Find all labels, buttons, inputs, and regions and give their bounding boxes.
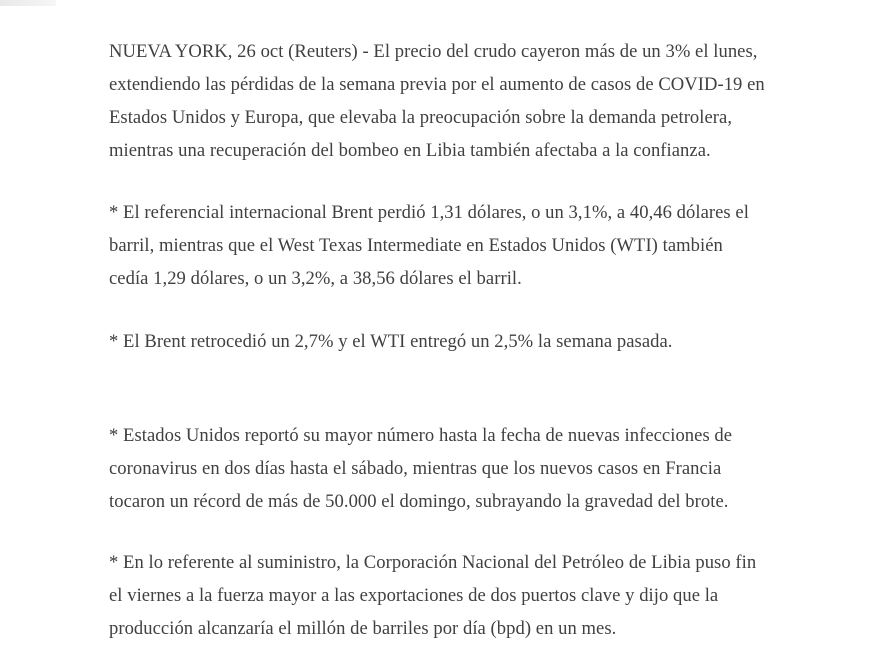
article-paragraph-brent-wti	[109, 196, 749, 295]
paragraph-line: el viernes a la fuerza mayor a las exportaciones de dos puertos clave y dijo que la	[109, 585, 719, 606]
article-paragraph-supply	[109, 546, 756, 645]
paragraph-line: * En lo referente al suministro, la Corporación Nacional del Petróleo de Libia puso fin	[109, 552, 757, 573]
paragraph-line: cedía 1,29 dólares, o un 3,2%, a 38,56 dólares el barril.	[109, 268, 522, 289]
paragraph-line: * Estados Unidos reportó su mayor número hasta la fecha de nuevas infecciones de	[109, 425, 733, 446]
paragraph-line: NUEVA YORK, 26 oct (Reuters) - El precio del crudo cayeron más de un 3% el lunes,	[109, 41, 758, 62]
paragraph-line: barril, mientras que el West Texas Intermediate en Estados Unidos (WTI) también	[109, 235, 723, 256]
paragraph-line: extendiendo las pérdidas de la semana previa por el aumento de casos de COVID-19 en	[109, 74, 765, 95]
article-paragraph-weekly	[109, 325, 672, 358]
article-paragraph-infections	[109, 419, 732, 518]
paragraph-line: coronavirus en dos días hasta el sábado, mientras que los nuevos casos en Francia	[109, 458, 722, 479]
paragraph-line: tocaron un récord de más de 50.000 el domingo, subrayando la gravedad del brote.	[109, 491, 729, 512]
paragraph-line: * El Brent retrocedió un 2,7% y el WTI entregó un 2,5% la semana pasada.	[109, 331, 673, 352]
paragraph-line: * El referencial internacional Brent perdió 1,31 dólares, o un 3,1%, a 40,46 dólares el	[109, 202, 749, 223]
paragraph-line: Estados Unidos y Europa, que elevaba la preocupación sobre la demanda petrolera,	[109, 107, 733, 128]
article-paragraph-lead	[109, 35, 765, 167]
header-edge-mark	[0, 0, 56, 6]
paragraph-line: mientras una recuperación del bombeo en Libia también afectaba a la confianza.	[109, 140, 711, 161]
paragraph-line: producción alcanzaría el millón de barriles por día (bpd) en un mes.	[109, 618, 617, 639]
